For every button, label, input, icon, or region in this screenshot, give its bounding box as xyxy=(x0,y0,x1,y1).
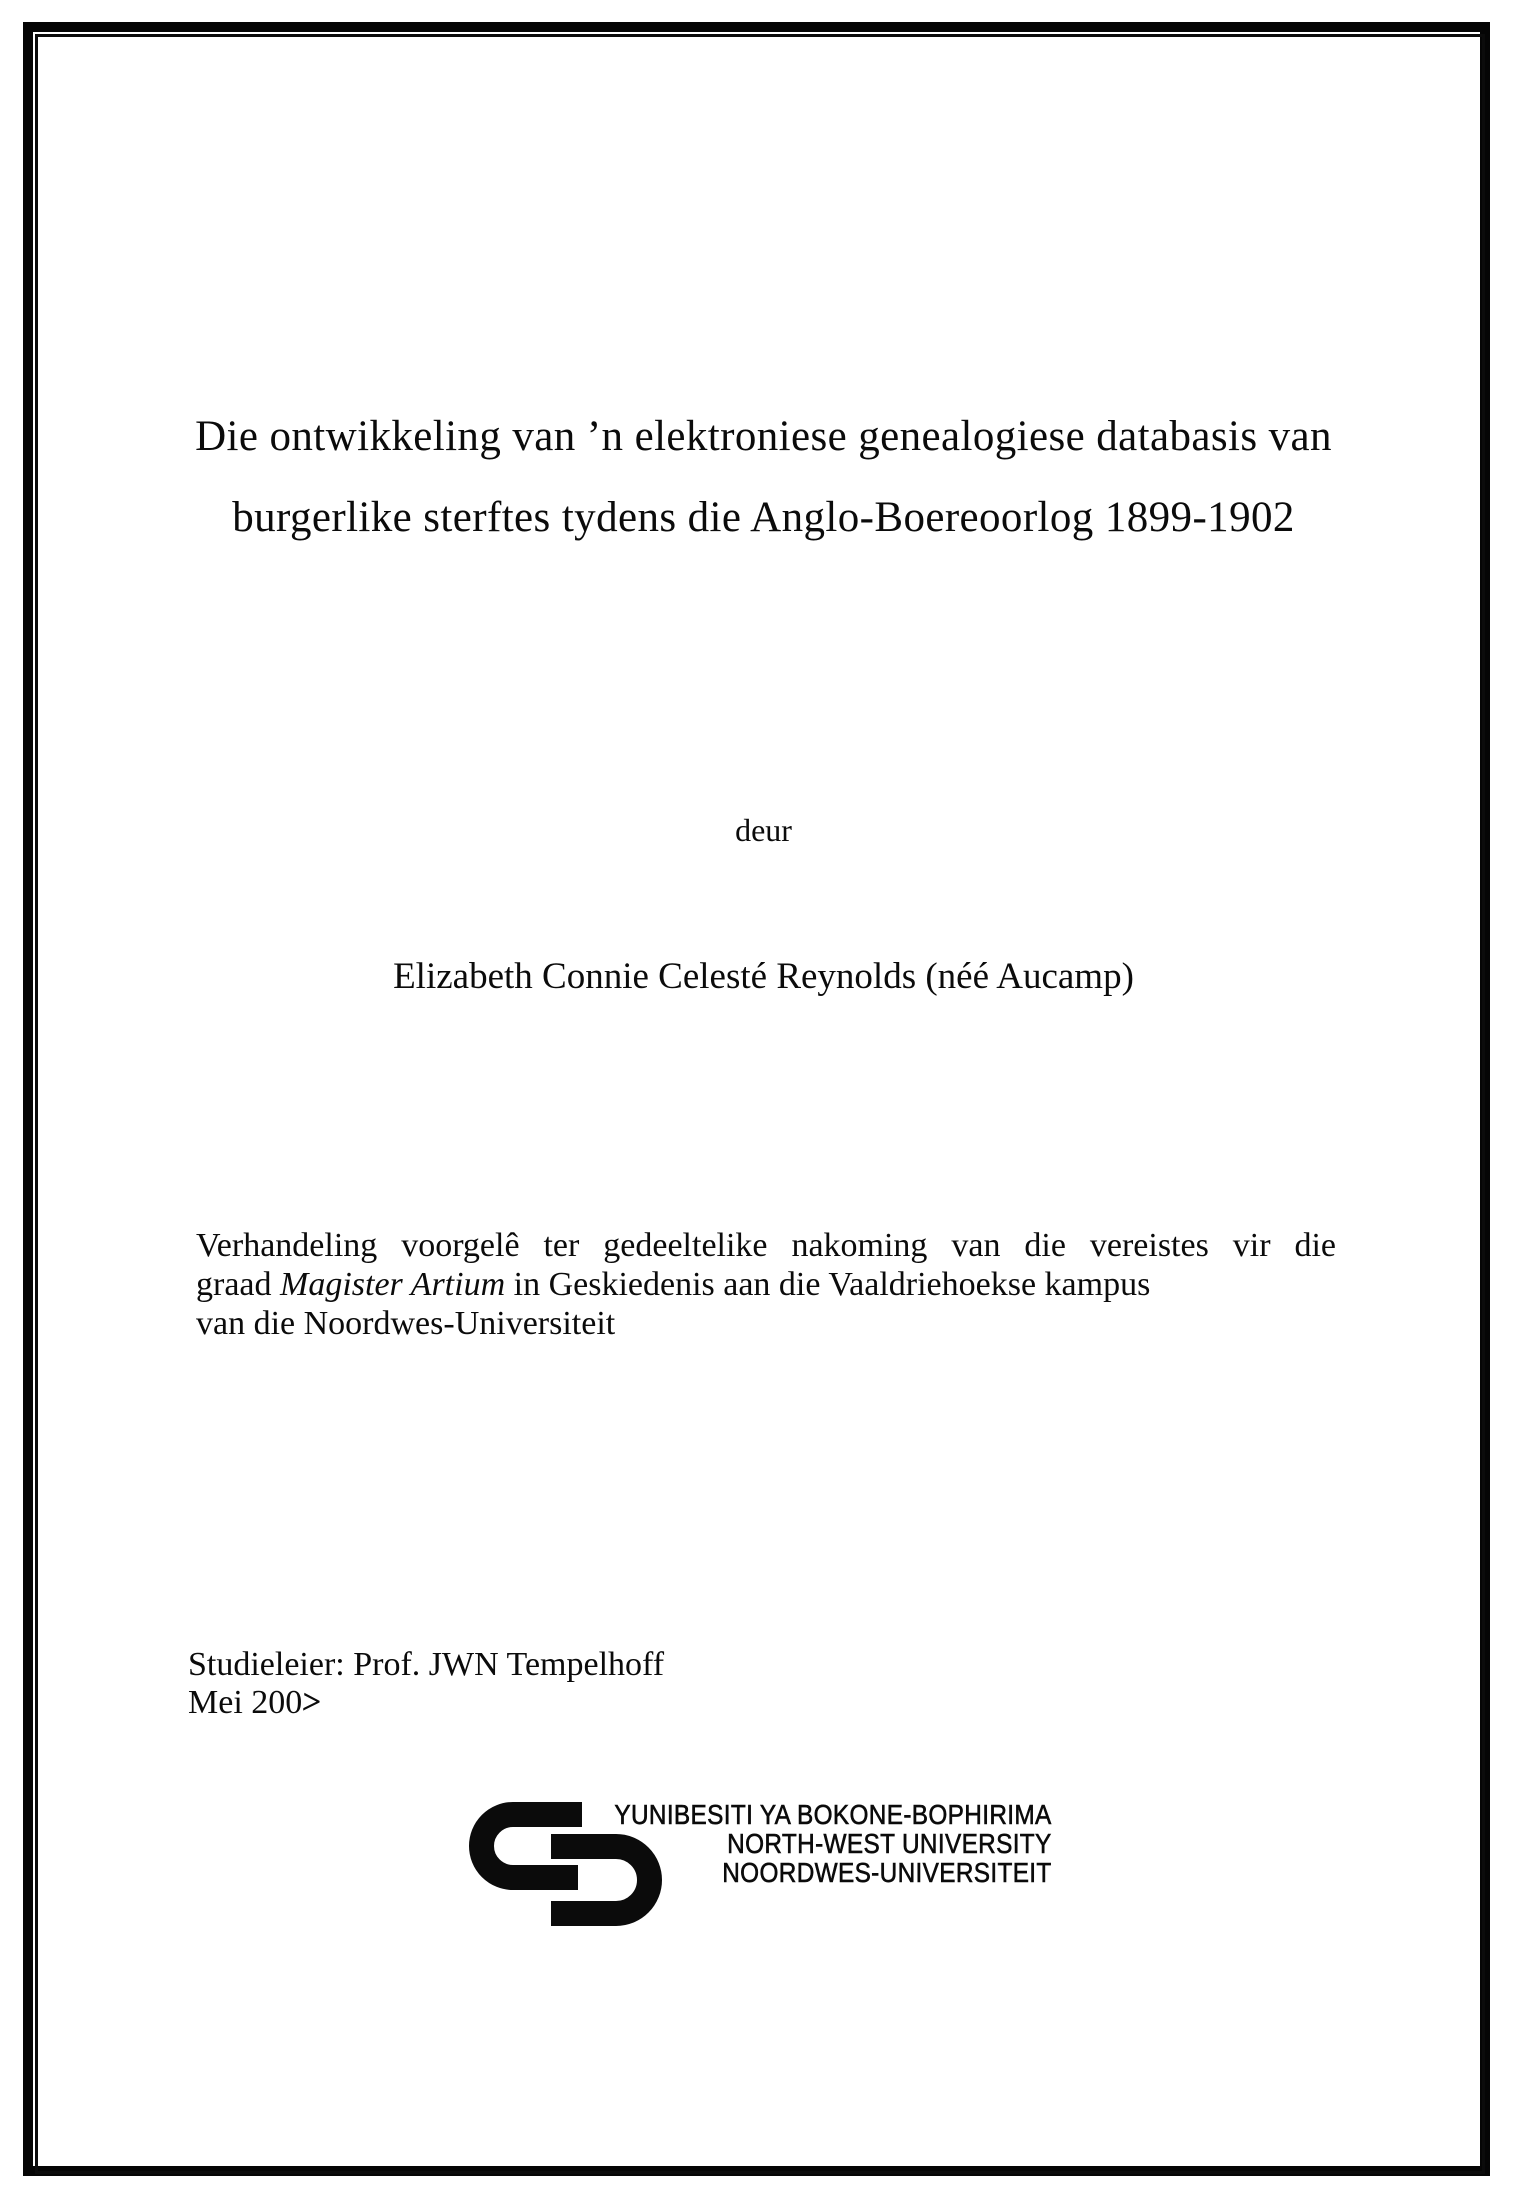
logo-text-setswana: YUNIBESITI YA BOKONE-BOPHIRIMA xyxy=(614,1799,1052,1830)
logo-text-english: NORTH-WEST UNIVERSITY xyxy=(727,1828,1052,1859)
degree-name-italic: Magister Artium xyxy=(280,1266,506,1303)
degree-statement-line-2-pre: graad xyxy=(196,1266,281,1303)
university-logo-text xyxy=(615,1800,1052,1887)
author-name: Elizabeth Connie Celesté Reynolds (néé Aucamp) xyxy=(393,956,1134,997)
date-distorted-seven-glyph: > xyxy=(301,1683,323,1722)
byline-label: deur xyxy=(735,812,792,848)
degree-statement-line-3: van die Noordwes-Universiteit xyxy=(196,1305,616,1342)
supervisor-block xyxy=(188,1646,664,1722)
date-text: Mei 200 xyxy=(188,1684,303,1721)
date-line xyxy=(188,1684,664,1722)
thesis-title-line-1: Die ontwikkeling van ’n elektroniese genealogiese databasis van xyxy=(195,413,1332,460)
thesis-title xyxy=(90,396,1437,558)
degree-statement xyxy=(196,1226,1336,1343)
supervisor-line: Studieleier: Prof. JWN Tempelhoff xyxy=(188,1646,665,1683)
degree-statement-line-1: Verhandeling voorgelê ter gedeeltelike nakoming van die vereistes vir die xyxy=(196,1227,1336,1264)
degree-statement-line-2 xyxy=(196,1265,1336,1304)
thesis-title-line-2: burgerlike sterftes tydens die Anglo-Boereoorlog 1899-1902 xyxy=(232,494,1295,541)
degree-statement-line-2-post: in Geskiedenis aan die Vaaldriehoekse kampus xyxy=(505,1266,1151,1303)
logo-text-afrikaans: NOORDWES-UNIVERSITEIT xyxy=(722,1857,1052,1888)
